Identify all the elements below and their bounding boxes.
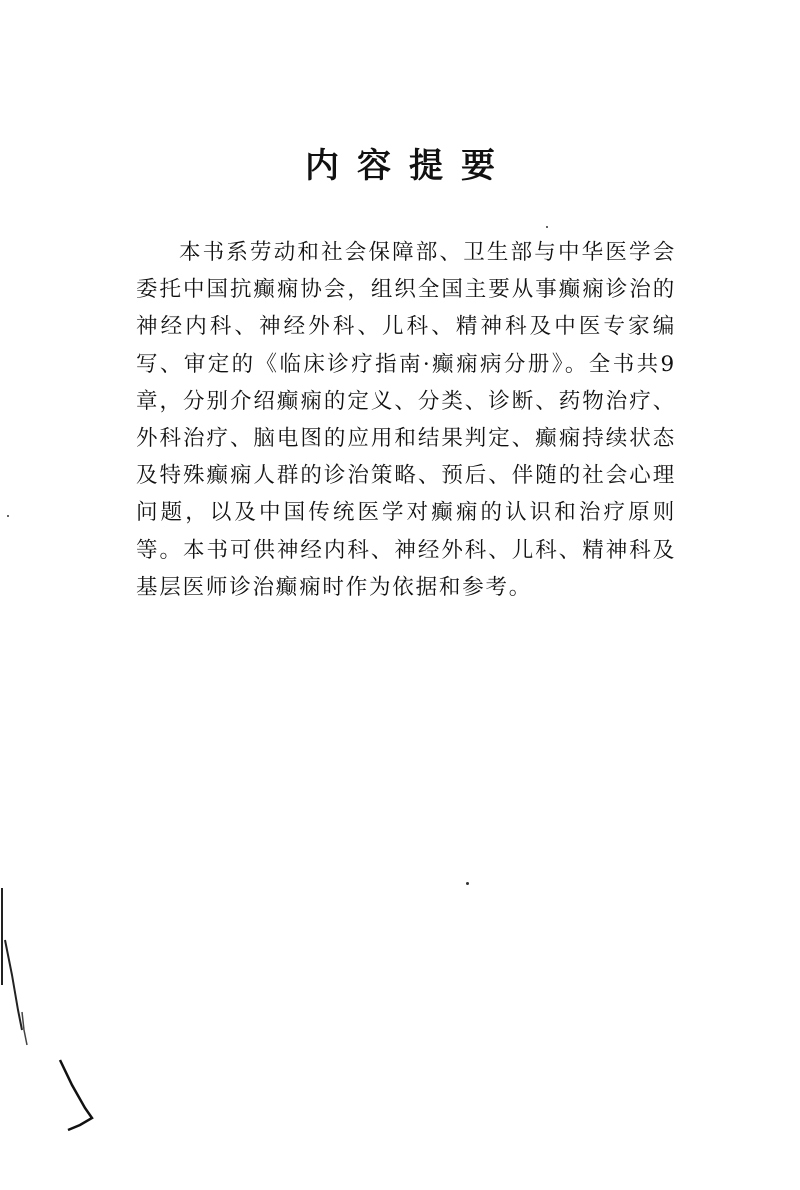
summary-paragraph: 本书系劳动和社会保障部、卫生部与中华医学会委托中国抗癫痫协会，组织全国主要从事癫痫诊治的神经内科、神经外科、儿科、精神科及中医专家编写、审定的《临床诊疗指南·癫痫病分册》。全书共9章，分别介绍癫痫的定义、分类、诊断、药物治疗、外科治疗、脑电图的应用和结果判定、癫痫持续状态及特殊癫痫人群的诊治策略、预后、伴随的社会心理问题，以及中国传统医学对癫痫的认识和治疗原则等。本书可供神经内科、神经外科、儿科、精神科及基层医师诊治癫痫时作为依据和参考。 (136, 240, 676, 600)
scan-speck (466, 882, 469, 885)
page-title: 内容提要 (305, 146, 513, 186)
scan-speck (546, 226, 548, 228)
scan-speck (7, 515, 9, 517)
